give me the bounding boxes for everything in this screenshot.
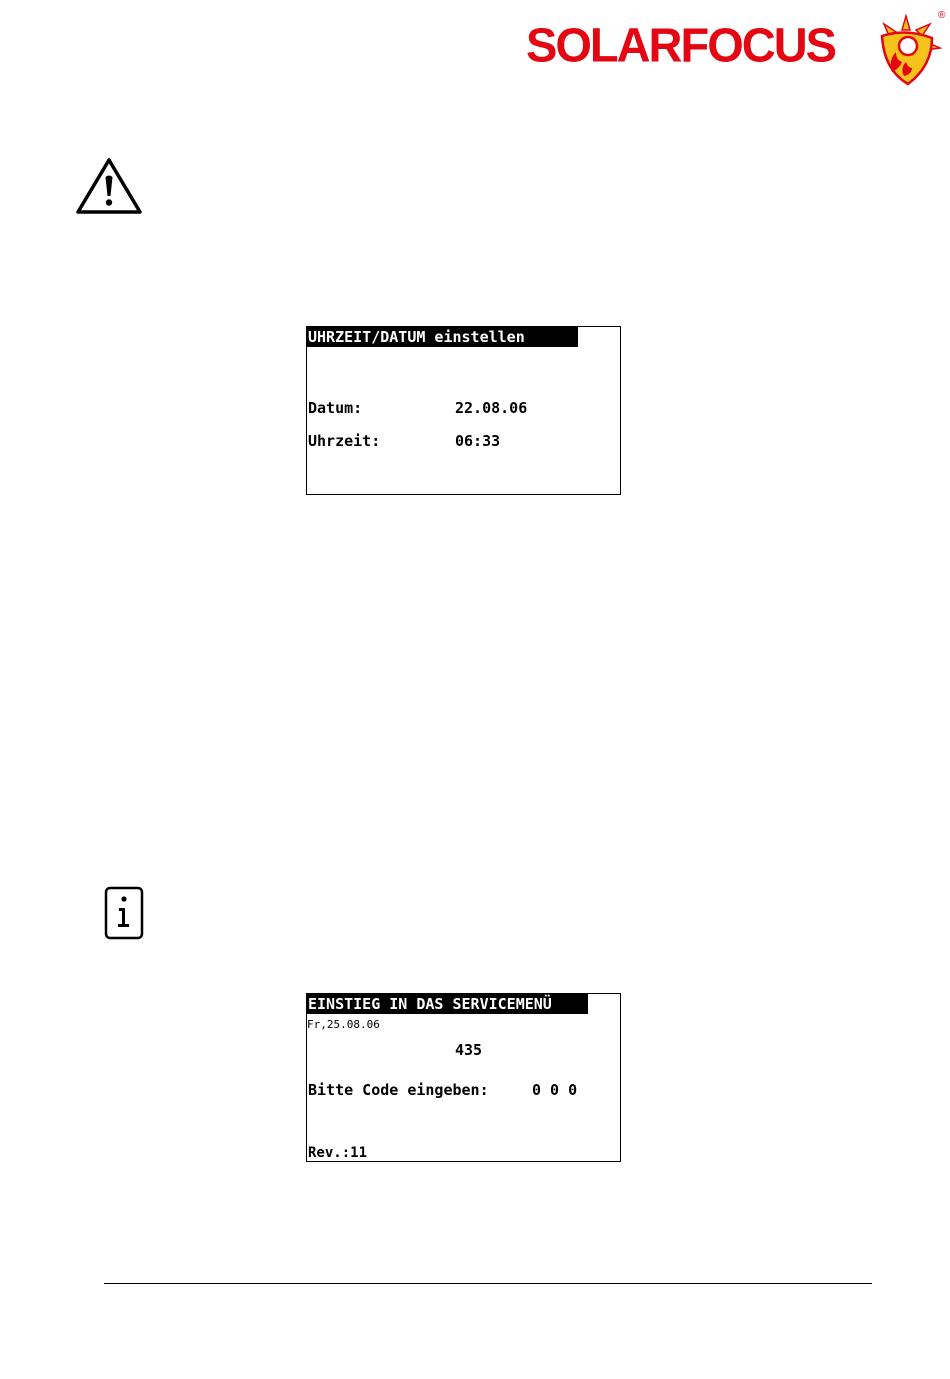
code-label: Bitte Code eingeben:	[308, 1081, 489, 1099]
screen-header: EINSTIEG IN DAS SERVICEMENÜ	[307, 994, 588, 1014]
display-number: 435	[455, 1041, 483, 1059]
logo-wordmark: SOLARFOCUS	[526, 17, 835, 72]
code-value: 0 0 0	[532, 1081, 578, 1099]
time-label: Uhrzeit:	[308, 432, 381, 450]
date-label: Datum:	[308, 399, 363, 417]
time-value: 06:33	[455, 432, 501, 450]
footer-divider	[104, 1283, 872, 1284]
lcd-screen-time-date	[306, 326, 621, 495]
screen-header: UHRZEIT/DATUM einstellen	[307, 327, 578, 347]
solarfocus-logo	[524, 10, 946, 86]
date-value: 22.08.06	[455, 399, 528, 417]
sun-flame-logo-icon	[870, 14, 942, 86]
registered-mark: ®	[938, 10, 946, 21]
info-icon	[104, 886, 144, 940]
warning-triangle-icon	[75, 157, 143, 215]
lcd-screen-service-menu	[306, 993, 621, 1162]
date-line: Fr,25.08.06	[307, 1018, 380, 1031]
revision-label: Rev.:11	[308, 1146, 368, 1160]
